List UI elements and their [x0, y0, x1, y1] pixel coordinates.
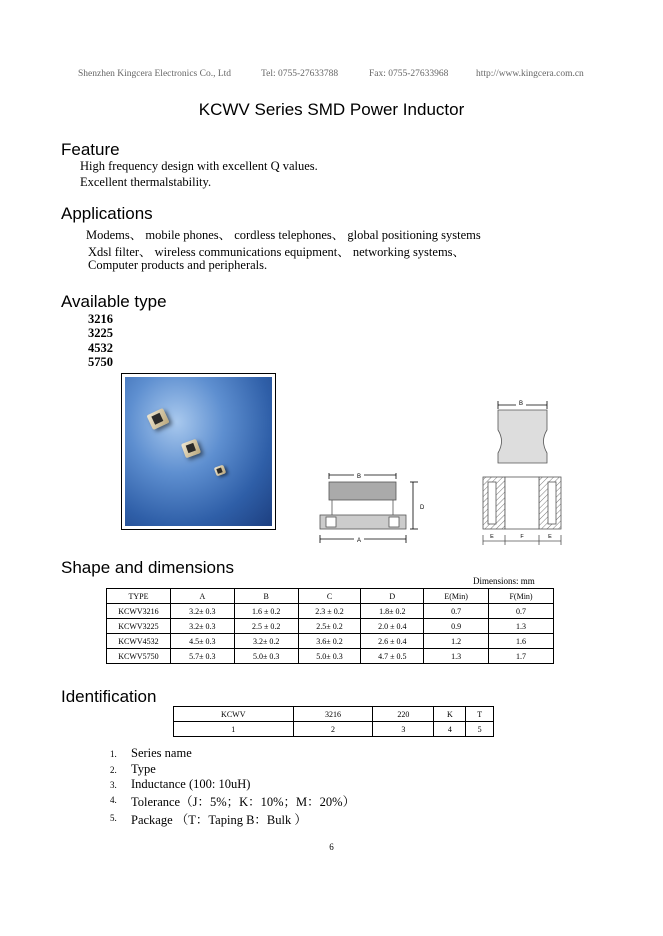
col-header: D: [361, 589, 424, 604]
applications-line: Xdsl filter、 wireless communications equipment、 networking systems、: [88, 245, 466, 259]
product-photo: [121, 373, 276, 530]
page-title: KCWV Series SMD Power Inductor: [198, 100, 465, 119]
col-header: TYPE: [107, 589, 171, 604]
dim-label-b: B: [356, 474, 362, 480]
applications-heading: Applications: [61, 204, 153, 223]
table-cell: KCWV3225: [107, 619, 171, 634]
col-header: A: [170, 589, 234, 604]
available-heading: Available type: [61, 292, 167, 311]
feature-heading: Feature: [61, 140, 120, 159]
table-cell: 0.9: [424, 619, 489, 634]
cross-section-drawing: [477, 395, 565, 550]
number-cell: 2: [293, 722, 373, 737]
table-cell: KCWV4532: [107, 634, 171, 649]
dim-label-e-left: E: [490, 534, 494, 540]
dimensions-unit-note: Dimensions: mm: [473, 576, 535, 586]
number-row: [174, 722, 494, 737]
table-cell: 3.2± 0.2: [234, 634, 298, 649]
type-5750: 5750: [88, 355, 113, 369]
code-cell: 3216: [293, 707, 373, 722]
code-row: [174, 707, 494, 722]
table-cell: 2.5± 0.2: [298, 619, 361, 634]
table-cell: 3.6± 0.2: [298, 634, 361, 649]
code-cell: T: [466, 707, 494, 722]
feature-line: Excellent thermalstability.: [80, 175, 212, 189]
table-cell: KCWV3216: [107, 604, 171, 619]
applications-line: Computer products and peripherals.: [88, 258, 268, 272]
dim-label-e-right: E: [548, 534, 552, 540]
dim-label-f: F: [520, 534, 524, 540]
feature-line: High frequency design with excellent Q values.: [80, 159, 318, 173]
number-cell: 3: [373, 722, 434, 737]
code-cell: KCWV: [174, 707, 294, 722]
table-cell: 0.7: [424, 604, 489, 619]
header-company: Shenzhen Kingcera Electronics Co., Ltd: [78, 69, 232, 79]
table-cell: 4.5± 0.3: [170, 634, 234, 649]
table-cell: 1.7: [489, 649, 554, 664]
page-number: 6: [329, 842, 334, 852]
table-cell: 1.2: [424, 634, 489, 649]
table-cell: 5.0± 0.3: [234, 649, 298, 664]
identification-heading: Identification: [61, 687, 157, 706]
header-fax: Fax: 0755-27633968: [369, 69, 449, 79]
type-3225: 3225: [88, 326, 113, 340]
table-row: [107, 619, 554, 634]
front-view-drawing: [314, 465, 426, 549]
table-cell: 1.8± 0.2: [361, 604, 424, 619]
identification-table: [173, 706, 494, 737]
table-cell: 1.3: [424, 649, 489, 664]
identification-list: 1. Series name 2. Type 3. Inductance (100: 10uH) 4. Tolerance（J：5%；K：10%；M：20%） 5. Package （T：Taping B：Bulk ）: [110, 746, 356, 827]
number-cell: 1: [174, 722, 294, 737]
table-cell: 2.0 ± 0.4: [361, 619, 424, 634]
type-4532: 4532: [88, 341, 113, 355]
dim-label-d: D: [420, 505, 425, 511]
table-cell: 2.3 ± 0.2: [298, 604, 361, 619]
shape-heading: Shape and dimensions: [61, 558, 234, 577]
table-cell: 4.7 ± 0.5: [361, 649, 424, 664]
inductor-chip-small: [214, 465, 226, 477]
number-cell: 5: [466, 722, 494, 737]
table-cell: 3.2± 0.3: [170, 619, 234, 634]
table-cell: 3.2± 0.3: [170, 604, 234, 619]
dim-label-b-top: B: [518, 401, 524, 407]
table-cell: 5.0± 0.3: [298, 649, 361, 664]
col-header: C: [298, 589, 361, 604]
number-cell: 4: [434, 722, 466, 737]
table-cell: 1.6 ± 0.2: [234, 604, 298, 619]
table-cell: 1.3: [489, 619, 554, 634]
col-header: F(Min): [489, 589, 554, 604]
table-cell: 2.6 ± 0.4: [361, 634, 424, 649]
applications-line: Modems、 mobile phones、 cordless telephones、 global positioning systems: [86, 228, 481, 242]
table-row: [107, 634, 554, 649]
table-cell: KCWV5750: [107, 649, 171, 664]
table-cell: 0.7: [489, 604, 554, 619]
header-tel: Tel: 0755-27633788: [261, 69, 339, 79]
col-header: B: [234, 589, 298, 604]
header-url[interactable]: http://www.kingcera.com.cn: [476, 69, 584, 79]
dimensions-table: [106, 588, 554, 664]
table-cell: 5.7± 0.3: [170, 649, 234, 664]
col-header: E(Min): [424, 589, 489, 604]
table-cell: 1.6: [489, 634, 554, 649]
table-cell: 2.5 ± 0.2: [234, 619, 298, 634]
table-header-row: [107, 589, 554, 604]
code-cell: 220: [373, 707, 434, 722]
inductor-chip-large: [146, 408, 169, 430]
dim-label-a: A: [356, 538, 362, 544]
inductor-chip-medium: [181, 439, 201, 459]
type-3216: 3216: [88, 312, 113, 326]
code-cell: K: [434, 707, 466, 722]
table-row: [107, 604, 554, 619]
table-row: [107, 649, 554, 664]
